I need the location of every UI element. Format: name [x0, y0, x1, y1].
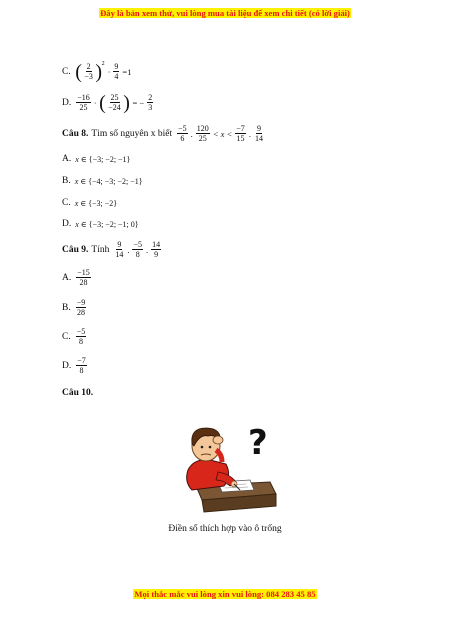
option-label: D. — [62, 360, 72, 371]
fraction: $\frac{-5}{8}$ — [133, 240, 142, 259]
q8-option-b[interactable]: B. x ∈ {−4; −3; −2; −1} — [62, 176, 143, 186]
preview-banner: Đây là bản xem thử, vui lòng mua tài liệu để xem chi tiết (có lời giải) — [100, 8, 350, 18]
q9-option-d[interactable] — [62, 356, 88, 375]
option-set: {−4; −3; −2; −1} — [88, 176, 143, 186]
option-set: {−3; −2; −1; 0} — [88, 219, 139, 229]
q7-option-d[interactable]: D. $\frac{-16}{25}$ · ( $\frac{25}{-24}$ ) = − $\frac{2}{3}$ — [62, 91, 153, 114]
option-label: C. — [62, 331, 71, 342]
option-label: C. — [62, 66, 71, 77]
option-label: D. — [62, 219, 72, 229]
q9-option-c[interactable] — [62, 327, 87, 346]
fraction: $\frac{9}{4}$ — [114, 62, 119, 81]
q8-option-c[interactable]: C. x ∈ {−3; −2} — [62, 198, 118, 208]
q8-option-a[interactable]: A. x ∈ {−3; −2; −1} — [62, 154, 131, 164]
question-title: Câu 10. — [62, 388, 94, 398]
exponent: 2 — [101, 60, 105, 67]
option-label: A. — [62, 272, 72, 283]
q8-option-d[interactable]: D. x ∈ {−3; −2; −1; 0} — [62, 219, 139, 229]
fraction: $\frac{120}{25}$ — [196, 124, 209, 143]
fraction: $\frac{14}{9}$ — [152, 240, 161, 259]
question-8: Câu 8. Tìm số nguyên x biết $\frac{-5}{6}$ . $\frac{120}{25}$ < x < $\frac{-7}{15}$ . $\frac{9}{14}$ — [62, 124, 263, 143]
question-title: Câu 8. — [62, 128, 89, 139]
q7-option-c[interactable]: C. ( $\frac{2}{-3}$ ) 2 · $\frac{9}{4}$ =1 — [62, 60, 132, 83]
fraction: $\frac{-5}{6}$ — [178, 124, 187, 143]
fraction: $\frac{-5}{8}$ — [76, 327, 86, 346]
option-set: {−3; −2; −1} — [88, 154, 131, 164]
option-label: B. — [62, 176, 71, 186]
fraction: $\frac{9}{14}$ — [115, 240, 124, 259]
question-text: Tính — [91, 244, 110, 255]
thinking-student-illustration — [178, 420, 280, 520]
question-mark-icon: ? — [248, 423, 268, 463]
question-text: Tìm số nguyên x biết — [91, 128, 173, 139]
option-label: C. — [62, 198, 71, 208]
fraction: $\frac{9}{14}$ — [254, 124, 263, 143]
fraction: $\frac{-7}{8}$ — [77, 356, 86, 375]
q9-option-b[interactable] — [62, 298, 87, 317]
option-label: A. — [62, 154, 72, 164]
fraction: $\frac{25}{-24}$ — [108, 93, 121, 112]
fraction: $\frac{2}{3}$ — [148, 93, 153, 112]
fraction: $\frac{-9}{28}$ — [76, 298, 86, 317]
fraction: $\frac{-15}{28}$ — [77, 268, 90, 287]
contact-footer: Mọi thắc mắc vui lòng xin vui lòng: 084 283 45 85 — [134, 589, 316, 599]
option-label: B. — [62, 302, 71, 313]
question-10 — [62, 388, 96, 398]
question-title: Câu 9. — [62, 244, 89, 255]
fraction: $\frac{-7}{15}$ — [236, 124, 245, 143]
fraction: $\frac{2}{-3}$ — [84, 62, 93, 81]
question-9: Câu 9. Tính $\frac{9}{14}$ . $\frac{-5}{8}$ . $\frac{14}{9}$ — [62, 240, 161, 259]
option-set: {−3; −2} — [88, 198, 118, 208]
q9-option-a[interactable] — [62, 268, 92, 287]
option-label: D. — [62, 97, 72, 108]
fraction: $\frac{-16}{25}$ — [77, 93, 90, 112]
illustration-caption: Điền số thích hợp vào ô trống — [168, 524, 282, 534]
